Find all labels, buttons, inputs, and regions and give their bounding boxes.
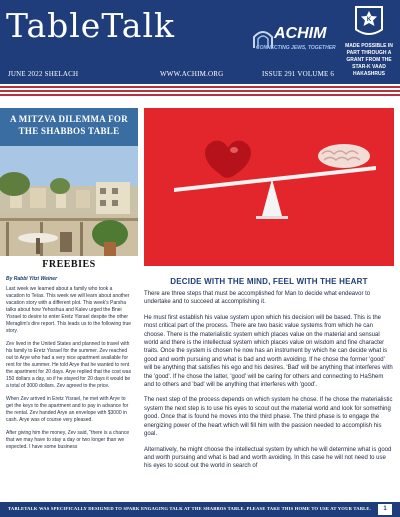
website-link[interactable]: WWW.ACHIM.ORG [160, 70, 224, 78]
byline: By Rabbi Yitzi Weiner [6, 276, 58, 282]
article-paragraph: The next step of the process depends on which system he chose. If he chose the materialistic system the next step is to use his eyes to scout out the material world and look for something good. Once that is found he moves into the third phase. The third phase is to engage the energizing power of the heart which will fill him with the passion needed to accomplish his goal. [144, 397, 393, 438]
article-headline: DECIDE WITH THE MIND, FEEL WITH THE HEART [170, 277, 368, 286]
decide-article-body [144, 290, 394, 478]
achim-logo-name: ACHIM [274, 25, 327, 42]
dilemma-section-header [0, 108, 138, 146]
heart-brain-scale-illustration [144, 108, 394, 266]
grant-note: MADE POSSIBLE IN PART THROUGH A GRANT FROM THE STAR-K VAAD HAKASHRUS [345, 43, 393, 77]
issue-number: ISSUE 291 VOLUME 6 [262, 70, 335, 78]
freebies-heading: FREEBIES [42, 259, 96, 270]
footer-note: TABLETALK WAS SPECIFICALLY DESIGNED TO SPARK ENGAGING TALK AT THE SHABBOS TABLE. PLEASE TAKE THIS HOME TO USE AT YOUR TABLE. [8, 506, 371, 511]
article-paragraph: Alternatively, he might choose the intellectual system by which he will determine what is good and worth pursuing and what is bad and worth avoiding. In this case he will not need to use his eyes to scout out the world in search of [144, 446, 392, 470]
freebies-article-body [6, 286, 132, 457]
star-k-seal-icon [352, 4, 386, 40]
dilemma-section-title: A MITZVA DILEMMA FOR THE SHABBOS TABLE [9, 114, 129, 136]
article-paragraph: Zev lived in the United States and planned to travel with his family to Eretz Yisrael for the summer. Zev reached out to Arye who had a very nice apartment available for rent for the summer. He told Arye that he wanted to rent the apartment for 20 days. Arye replied that the cost was 150 dollars a day, so if he stayed for 20 days it would be a total of 3000 dollars. Zev agreed to the price. [6, 341, 132, 389]
footer-bar [0, 502, 400, 517]
article-paragraph: When Zev arrived in Eretz Yisrael, he met with Arye to get the keys to the apartment and to pay in advance for the rental. Zev handed Arye an envelope with $3000 in cash. Arye was of course very pleased. [6, 396, 129, 423]
divider-stripe [0, 90, 400, 92]
achim-tagline: CONNECTING JEWS, TOGETHER [256, 45, 336, 51]
masthead-banner [0, 0, 400, 84]
masthead-title: TableTalk [6, 6, 176, 45]
balcony-photo [0, 146, 138, 256]
article-paragraph: Last week we learned about a family who took a vacation to Teïas. This week we will learn about another vacation story with a different plot. This week's Parsha talks about how Yehoshua and Kalev urged the Bnei Yisrael to desire to enter Eretz Yisrael despite the other Meraglim's dire report. This leads us to the following true story. [6, 286, 132, 334]
divider-stripe [0, 94, 400, 96]
article-paragraph: There are three steps that must be accomplished for Man to decide what endeavor to undertake and to succeed at accomplishing it. [144, 291, 371, 306]
issue-date-parsha: JUNE 2022 SHELACH [8, 70, 79, 78]
article-paragraph: After giving him the money, Zev said, "there is a chance that we may have to stay a day or two longer than we expected. I have some business [6, 430, 130, 450]
divider-stripe [0, 86, 400, 88]
page-number: 1 [378, 504, 392, 515]
achim-logo [252, 24, 338, 56]
article-paragraph: He must first establish his value system upon which his decision will be based. This is the most critical part of the process. There are two basic value systems from which he can choose. There is the materialistic system which places value on the material and sensual world and there is the intellectual system which places value on wisdom and fine character traits. Once the system is chosen he now has an instrument by which he can decide what is good and worth pursuing and what is bad and worth avoiding. If he chose the former 'good' will be anything that satisfies his ego and his desires. 'Bad' will be anything that interferes with the 'good'. If he chose the latter, 'good' will be caring for others and connecting to HaShem and to others and 'bad' will be anything that interferes with 'good'. [144, 314, 393, 389]
svg-text:K: K [366, 17, 372, 23]
